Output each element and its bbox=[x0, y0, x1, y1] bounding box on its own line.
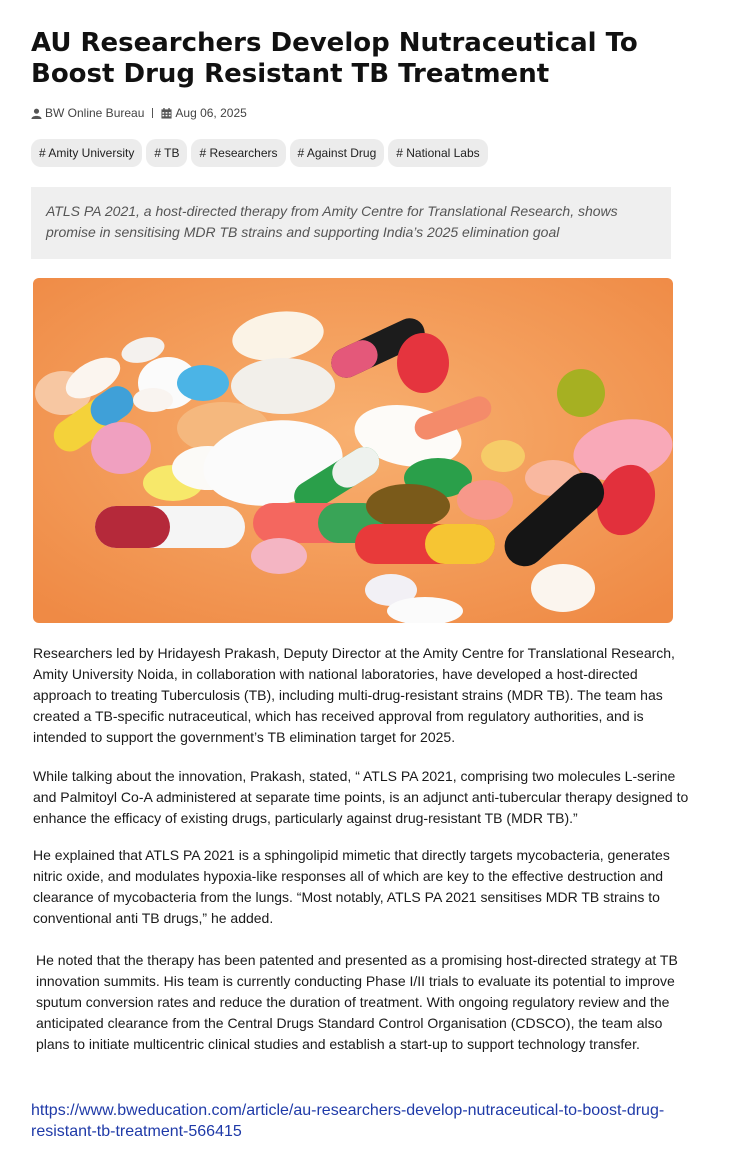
source-link[interactable]: https://www.bweducation.com/article/au-researchers-develop-nutraceutical-to-boost-drug-resistant-tb-treatment-566415 bbox=[31, 1102, 665, 1140]
tag-list bbox=[31, 139, 488, 167]
article-meta bbox=[31, 104, 247, 122]
pills-illustration bbox=[33, 278, 673, 623]
article-summary: ATLS PA 2021, a host-directed therapy from Amity Centre for Translational Research, shows promise in sensitising MDR TB strains and supporting India’s 2025 elimination goal bbox=[31, 187, 671, 259]
body-paragraph-2: While talking about the innovation, Prakash, stated, “ ATLS PA 2021, comprising two molecules L-serine and Palmitoyl Co-A administered at separate time points, is an adjunct anti-tubercular therapy designed to enhance the efficacy of existing drugs, particularly against drug-resistant TB (MDR TB).” bbox=[33, 768, 689, 826]
meta-divider bbox=[152, 108, 153, 118]
publish-date: Aug 06, 2025 bbox=[175, 106, 247, 120]
hero-image bbox=[33, 278, 673, 623]
tag-tb[interactable]: # TB bbox=[146, 139, 187, 167]
author-name[interactable]: BW Online Bureau bbox=[45, 106, 145, 120]
body-paragraph-4: He noted that the therapy has been patented and presented as a promising host-directed strategy at TB innovation summits. His team is currently conducting Phase I/II trials to evaluate its potential to improve sputum conversion rates and reduce the duration of treatment. With ongoing regulatory review and the anticipated clearance from the Central Drugs Standard Control Organisation (CDSCO), the team also plans to initiate multicentric clinical studies and establish a start-up to support technology transfer. bbox=[36, 952, 678, 1052]
tag-researchers[interactable]: # Researchers bbox=[191, 139, 285, 167]
body-paragraph-3: He explained that ATLS PA 2021 is a sphingolipid mimetic that directly targets mycobacteria, generates nitric oxide, and modulates hypoxia-like responses all of which are key to the effective destruction and clearance of mycobacteria from the lungs. “Most notably, ATLS PA 2021 sensitises MDR TB strains to conventional anti TB drugs,” he added. bbox=[33, 847, 670, 926]
tag-amity-university[interactable]: # Amity University bbox=[31, 139, 142, 167]
body-paragraph-1: Researchers led by Hridayesh Prakash, Deputy Director at the Amity Centre for Translational Research, Amity University Noida, in collaboration with national laboratories, have developed a host-directed approach to treating Tuberculosis (TB), including multi-drug-resistant strains (MDR TB). The team has created a TB-specific nutraceutical, which has received approval from regulatory authorities, and is intended to support the government’s TB elimination target for 2025. bbox=[33, 645, 675, 745]
user-icon bbox=[31, 108, 42, 119]
calendar-icon bbox=[161, 108, 172, 119]
article-title: AU Researchers Develop Nutraceutical To Boost Drug Resistant TB Treatment bbox=[31, 28, 638, 89]
tag-national-labs[interactable]: # National Labs bbox=[388, 139, 487, 167]
tag-against-drug[interactable]: # Against Drug bbox=[290, 139, 385, 167]
